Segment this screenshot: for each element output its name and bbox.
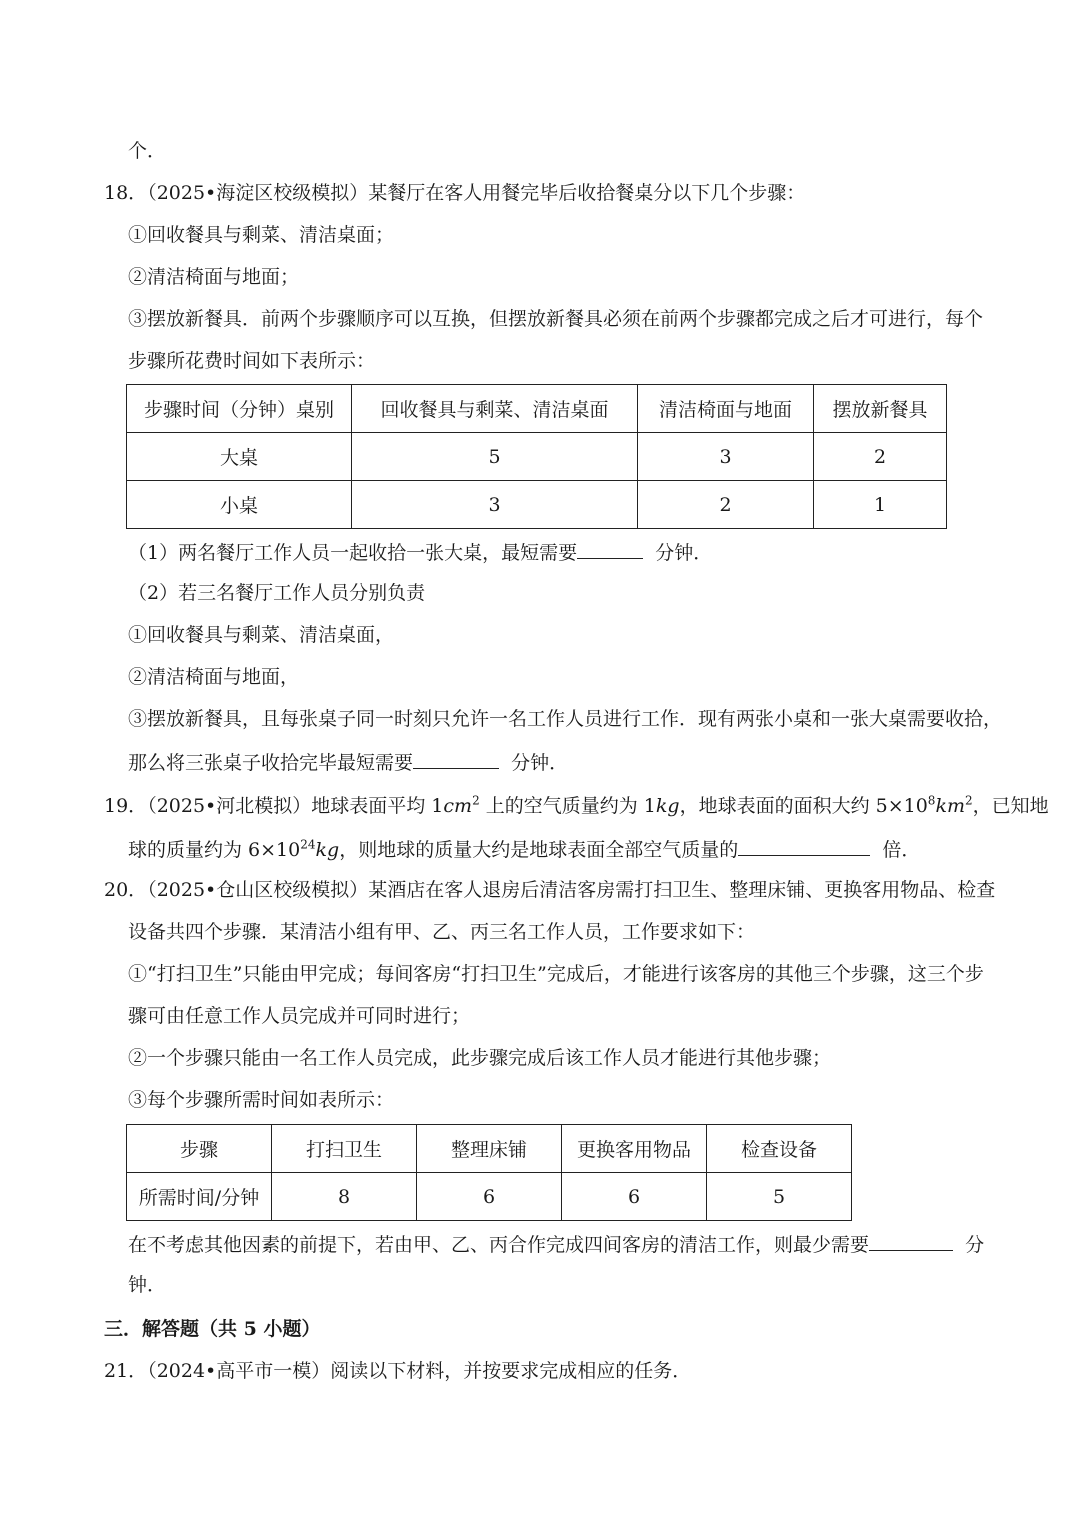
table-header-cell: 清洁椅面与地面: [638, 385, 814, 433]
q20-requirement-3: ③每个步骤所需时间如表所示：: [128, 1089, 395, 1111]
q18-step-3-cont: 步骤所花费时间如下表所示：: [128, 350, 376, 372]
exponent: 2: [964, 793, 973, 808]
q18-part-1: [128, 538, 712, 566]
table-cell: 3: [352, 481, 638, 529]
q20-source: （2025•仓山区校级模拟）: [147, 879, 369, 901]
table-header-cell: 打扫卫生: [272, 1125, 417, 1173]
answer-blank[interactable]: [577, 538, 643, 559]
table-header-cell: 回收餐具与剩菜、清洁桌面: [352, 385, 638, 433]
q19-text: ，地球表面的面积大约 5×10: [679, 795, 928, 817]
table-header-cell: 步骤: [127, 1125, 272, 1173]
q19-line-1: [104, 793, 1049, 819]
q20-number: 20．: [104, 879, 148, 901]
table-cell: 1: [814, 481, 947, 529]
q20-requirement-1: ①“打扫卫生”只能由甲完成；每间客房“打扫卫生”完成后，才能进行该客房的其他三个步骤，这三个步: [128, 963, 984, 985]
q18-time-table: [126, 384, 947, 529]
table-header-cell: 摆放新餐具: [814, 385, 947, 433]
table-cell: 6: [562, 1173, 707, 1221]
table-cell: 2: [638, 481, 814, 529]
section-heading: [104, 1316, 320, 1342]
answer-blank[interactable]: [869, 1230, 953, 1251]
q21-number: 21．: [104, 1360, 148, 1382]
table-cell: 大桌: [127, 433, 352, 481]
q20-requirement-2: ②一个步骤只能由一名工作人员完成，此步骤完成后该工作人员才能进行其他步骤；: [128, 1047, 832, 1069]
table-cell: 3: [638, 433, 814, 481]
q20-question: [128, 1230, 984, 1258]
section-3-title: 三．解答题（共 5 小题）: [104, 1318, 321, 1340]
exponent: 2: [472, 793, 480, 808]
q18-part-2: （2）若三名餐厅工作人员分别负责: [128, 582, 426, 604]
table-cell: 所需时间/分钟: [127, 1173, 272, 1221]
q19-text: ，则地球的质量大约是地球表面全部空气质量的: [339, 839, 739, 861]
q20-time-table: [126, 1124, 852, 1221]
unit-kg: kg: [655, 795, 680, 817]
q19-source: （2025•河北模拟）: [147, 795, 312, 817]
table-cell: 5: [352, 433, 638, 481]
table-row: [127, 433, 947, 481]
q21-stem: [104, 1358, 691, 1384]
q18-step-1: ①回收餐具与剩菜、清洁桌面；: [128, 224, 395, 246]
q19-text: 地球表面平均 1: [311, 795, 444, 817]
q18-part-2-step-3: ③摆放新餐具，且每张桌子同一时刻只允许一名工作人员进行工作．现有两张小桌和一张大桌需要收拾，: [128, 708, 1003, 730]
q18-step-2: ②清洁椅面与地面；: [128, 266, 300, 288]
answer-blank[interactable]: [413, 748, 499, 769]
table-cell: 小桌: [127, 481, 352, 529]
unit-km: km: [935, 795, 965, 817]
q20-text: 某酒店在客人退房后清洁客房需打扫卫生、整理床铺、更换客用物品、检查: [368, 879, 996, 901]
q20-line-2: 设备共四个步骤．某清洁小组有甲、乙、丙三名工作人员，工作要求如下：: [128, 921, 756, 943]
q19-unit: 倍．: [882, 839, 921, 861]
q18-part-2-text: 那么将三张桌子收拾完毕最短需要: [128, 752, 414, 774]
q21-source: （2024•高平市一模）: [147, 1360, 331, 1382]
q20-unit: 分: [965, 1234, 985, 1256]
table-header-cell: 检查设备: [707, 1125, 852, 1173]
q20-text: 在不考虑其他因素的前提下，若由甲、乙、丙合作完成四间客房的清洁工作，则最少需要: [128, 1234, 870, 1256]
q20-question-cont: 钟．: [128, 1274, 167, 1296]
q18-part-1-text: （1）两名餐厅工作人员一起收拾一张大桌，最短需要: [128, 542, 578, 564]
q20-requirement-1-cont: 骤可由任意工作人员完成并可同时进行；: [128, 1005, 471, 1027]
q18-stem: [104, 180, 805, 206]
table-row: [127, 1173, 852, 1221]
table-cell: 6: [417, 1173, 562, 1221]
q19-line-2: [128, 835, 920, 863]
table-row: [127, 481, 947, 529]
q18-number: 18．: [104, 182, 148, 204]
q18-part-1-unit: 分钟．: [655, 542, 713, 564]
q18-part-2-unit: 分钟．: [511, 752, 569, 774]
q20-line-1: [104, 877, 995, 903]
table-header-cell: 更换客用物品: [562, 1125, 707, 1173]
answer-blank[interactable]: [738, 835, 870, 856]
q18-source: （2025•海淀区校级模拟）: [147, 182, 369, 204]
q18-part-2-step-2: ②清洁椅面与地面，: [128, 666, 300, 688]
unit-kg: kg: [315, 839, 340, 861]
table-header-cell: 整理床铺: [417, 1125, 562, 1173]
exponent: 24: [300, 837, 316, 852]
q18-part-2-step-1: ①回收餐具与剩菜、清洁桌面，: [128, 624, 395, 646]
q18-step-3: ③摆放新餐具．前两个步骤顺序可以互换，但摆放新餐具必须在前两个步骤都完成之后才可进行，每个: [128, 308, 984, 330]
q18-part-2-question: [128, 748, 568, 776]
table-header-cell: 步骤时间（分钟）桌别: [127, 385, 352, 433]
unit-cm: cm: [443, 795, 473, 817]
table-cell: 2: [814, 433, 947, 481]
q21-text: 阅读以下材料，并按要求完成相应的任务．: [330, 1360, 692, 1382]
q19-text: 球的质量约为 6×10: [128, 839, 301, 861]
q19-text: ，已知地: [972, 795, 1049, 817]
q19-number: 19．: [104, 795, 148, 817]
exponent: 8: [927, 793, 936, 808]
table-cell: 5: [707, 1173, 852, 1221]
q18-text: 某餐厅在客人用餐完毕后收拾餐桌分以下几个步骤：: [368, 182, 806, 204]
q19-text: 上的空气质量约为 1: [479, 795, 656, 817]
continuation-line: 个．: [128, 140, 167, 162]
table-cell: 8: [272, 1173, 417, 1221]
